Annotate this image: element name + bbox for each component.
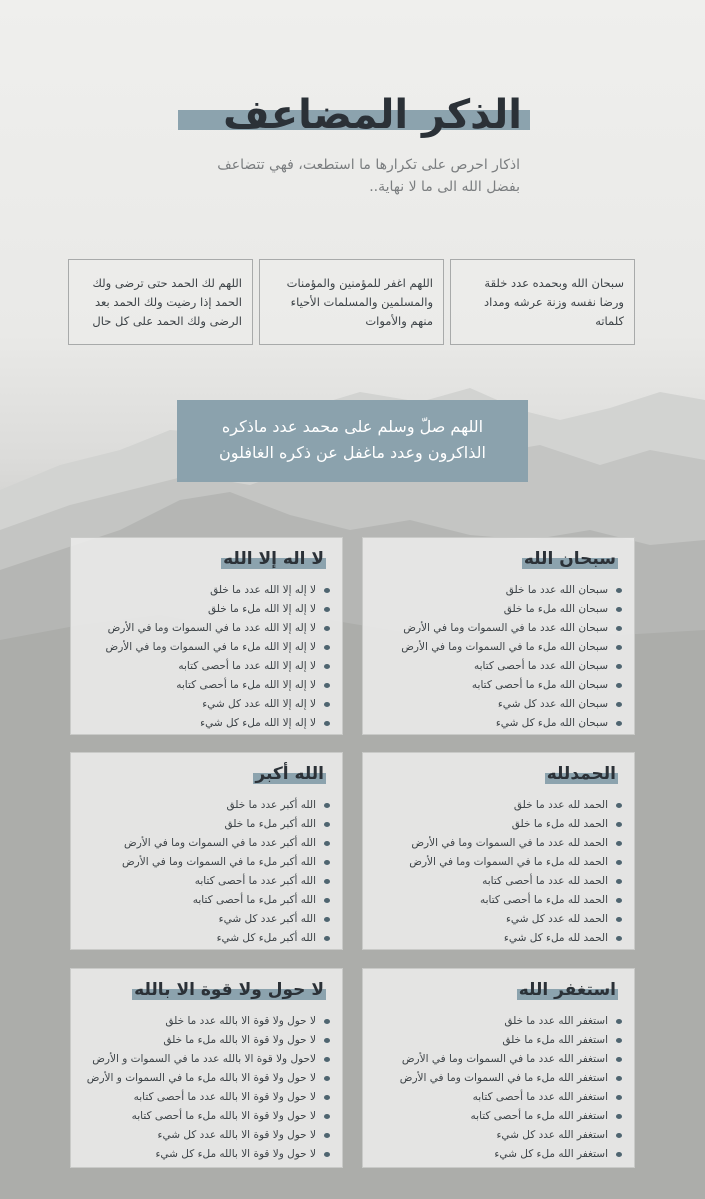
dhikr-text: الحمد لله عدد ما خلق <box>513 799 608 811</box>
dhikr-item <box>77 695 332 714</box>
dhikr-text: الله أكبر ملء كل شيء <box>216 932 316 944</box>
dhikr-item <box>77 872 332 891</box>
bullet-dot-icon <box>324 664 330 669</box>
bullet-dot-icon <box>324 1095 330 1100</box>
dhikr-list <box>369 1012 624 1164</box>
dhikr-text: الحمد لله ملء كل شيء <box>503 932 608 944</box>
bullet-dot-icon <box>616 917 622 922</box>
dhikr-text: لا إله إلا الله عدد ما أحصى كتابه <box>178 660 316 672</box>
dhikr-text: سبحان الله ملء ما خلق <box>503 603 608 615</box>
dhikr-item <box>77 676 332 695</box>
dhikr-item <box>77 1012 332 1031</box>
dhikr-text: الله أكبر عدد ما في السموات وما في الأرض <box>124 837 316 849</box>
bullet-dot-icon <box>616 1076 622 1081</box>
bullet-dot-icon <box>616 1152 622 1157</box>
bullet-dot-icon <box>324 721 330 726</box>
bullet-dot-icon <box>616 645 622 650</box>
dhikr-item <box>369 891 624 910</box>
dhikr-item <box>369 581 624 600</box>
dhikr-item <box>369 853 624 872</box>
card-title: لا اله إلا الله <box>223 549 324 569</box>
bullet-dot-icon <box>324 1057 330 1062</box>
dhikr-item <box>77 1145 332 1164</box>
bullet-dot-icon <box>616 683 622 688</box>
card-allahuakbar <box>70 752 343 950</box>
dua-box-subhan-wa-bihamdih <box>450 259 635 345</box>
dhikr-text: استغفر الله عدد كل شيء <box>496 1129 608 1141</box>
bullet-dot-icon <box>616 588 622 593</box>
dhikr-item <box>369 1012 624 1031</box>
dhikr-text: الله أكبر ملء ما خلق <box>224 818 316 830</box>
bullet-dot-icon <box>324 936 330 941</box>
bullet-dot-icon <box>616 822 622 827</box>
bullet-dot-icon <box>616 879 622 884</box>
bullet-dot-icon <box>616 1133 622 1138</box>
dhikr-item <box>369 910 624 929</box>
dhikr-text: استغفر الله عدد ما في السموات وما في الأرض <box>401 1053 608 1065</box>
bullet-dot-icon <box>616 1019 622 1024</box>
dhikr-text: سبحان الله ملء كل شيء <box>495 717 608 729</box>
bullet-dot-icon <box>616 664 622 669</box>
bullet-dot-icon <box>616 721 622 726</box>
card-title-block <box>253 761 326 787</box>
dhikr-text: لا إله إلا الله ملء ما أحصى كتابه <box>176 679 316 691</box>
dhikr-item <box>369 796 624 815</box>
salawat-line-2: الذاكرون وعدد ماغفل عن ذكره الغافلون <box>219 443 486 462</box>
card-title: لا حول ولا قوة الا بالله <box>134 980 324 1000</box>
dhikr-item <box>77 638 332 657</box>
dhikr-item <box>369 1031 624 1050</box>
bullet-dot-icon <box>324 917 330 922</box>
bullet-dot-icon <box>616 626 622 631</box>
dhikr-item <box>77 834 332 853</box>
dhikr-text: لا إله إلا الله عدد ما خلق <box>210 584 316 596</box>
bullet-dot-icon <box>324 803 330 808</box>
dhikr-item <box>369 695 624 714</box>
dhikr-text: الحمد لله ملء ما في السموات وما في الأرض <box>409 856 608 868</box>
dhikr-text: لا إله إلا الله عدد كل شيء <box>202 698 316 710</box>
bullet-dot-icon <box>324 822 330 827</box>
dua-text: اللهم لك الحمد حتى ترضى ولك الحمد إذا رضيت ولك الحمد بعد الرضى ولك الحمد على كل حال <box>92 276 242 328</box>
dhikr-text: استغفر الله ملء كل شيء <box>494 1148 608 1160</box>
dhikr-item <box>77 581 332 600</box>
dhikr-item <box>77 1126 332 1145</box>
card-title-block <box>522 546 618 572</box>
dhikr-text: لا حول ولا قوة الا بالله ملء ما خلق <box>163 1034 316 1046</box>
dua-text: سبحان الله وبحمده عدد خلقة ورضا نفسه وزنة عرشه ومداد كلماته <box>484 276 624 328</box>
bullet-dot-icon <box>616 702 622 707</box>
bullet-dot-icon <box>324 1114 330 1119</box>
bullet-dot-icon <box>616 936 622 941</box>
bullet-dot-icon <box>324 1019 330 1024</box>
bullet-dot-icon <box>324 683 330 688</box>
bullet-dot-icon <box>324 645 330 650</box>
dhikr-item <box>77 1107 332 1126</box>
dhikr-text: الحمد لله عدد ما أحصى كتابه <box>482 875 608 887</box>
dhikr-text: سبحان الله عدد ما في السموات وما في الأرض <box>403 622 608 634</box>
bullet-dot-icon <box>324 1076 330 1081</box>
dhikr-item <box>369 714 624 733</box>
dhikr-text: الحمد لله ملء ما خلق <box>511 818 608 830</box>
card-title-block <box>221 546 326 572</box>
bullet-dot-icon <box>616 607 622 612</box>
card-title-block <box>517 977 618 1003</box>
dhikr-item <box>369 929 624 948</box>
dhikr-item <box>369 872 624 891</box>
dhikr-text: استغفر الله عدد ما أحصى كتابه <box>472 1091 608 1103</box>
bullet-dot-icon <box>324 879 330 884</box>
dhikr-text: استغفر الله ملء ما خلق <box>502 1034 608 1046</box>
dhikr-text: الله أكبر ملء ما في السموات وما في الأرض <box>121 856 316 868</box>
bullet-dot-icon <box>616 898 622 903</box>
bullet-dot-icon <box>324 1038 330 1043</box>
dhikr-text: لا إله إلا الله ملء كل شيء <box>200 717 316 729</box>
salawat-line-1: اللهم صلّ وسلم على محمد عدد ماذكره <box>221 417 484 436</box>
bullet-dot-icon <box>324 1152 330 1157</box>
dhikr-text: لا إله إلا الله عدد ما في السموات وما في الأرض <box>107 622 316 634</box>
bullet-dot-icon <box>324 626 330 631</box>
dhikr-item <box>77 910 332 929</box>
dhikr-text: لا حول ولا قوة الا بالله عدد كل شيء <box>157 1129 316 1141</box>
bullet-dot-icon <box>616 1038 622 1043</box>
card-title-block <box>132 977 326 1003</box>
dhikr-text: لا حول ولا قوة الا بالله ملء ما أحصى كتابه <box>131 1110 316 1122</box>
dhikr-item <box>369 676 624 695</box>
dhikr-item <box>369 638 624 657</box>
card-title: الله أكبر <box>255 764 324 784</box>
bullet-dot-icon <box>616 1095 622 1100</box>
dhikr-item <box>369 815 624 834</box>
dhikr-list <box>369 581 624 733</box>
dhikr-text: استغفر الله ملء ما في السموات وما في الأرض <box>399 1072 608 1084</box>
dhikr-list <box>77 1012 332 1164</box>
dhikr-item <box>77 600 332 619</box>
dhikr-item <box>77 619 332 638</box>
dhikr-text: لا حول ولا قوة الا بالله عدد ما أحصى كتابه <box>133 1091 316 1103</box>
dhikr-item <box>77 929 332 948</box>
dhikr-item <box>369 1050 624 1069</box>
page-title: الذكر المضاعف <box>223 92 522 138</box>
card-title: الحمدلله <box>546 764 616 784</box>
dhikr-item <box>369 600 624 619</box>
dhikr-text: الحمد لله عدد كل شيء <box>505 913 608 925</box>
subtitle-line-1: اذكار احرص على تكرارها ما استطعت، فهي تتضاعف <box>217 157 520 173</box>
dhikr-text: سبحان الله عدد ما أحصى كتابه <box>473 660 608 672</box>
dhikr-item <box>77 1088 332 1107</box>
card-tahlil <box>70 537 343 735</box>
dhikr-item <box>77 1050 332 1069</box>
subtitle <box>175 154 520 198</box>
dhikr-text: سبحان الله عدد كل شيء <box>497 698 608 710</box>
dhikr-item <box>369 1107 624 1126</box>
dhikr-text: لا إله إلا الله ملء ما خلق <box>208 603 316 615</box>
card-alhamdulillah <box>362 752 635 950</box>
dhikr-text: استغفر الله ملء ما أحصى كتابه <box>470 1110 608 1122</box>
card-title-block <box>545 761 618 787</box>
bullet-dot-icon <box>324 841 330 846</box>
dhikr-item <box>77 714 332 733</box>
dhikr-text: الحمد لله عدد ما في السموات وما في الأرض <box>411 837 608 849</box>
bullet-dot-icon <box>324 702 330 707</box>
dhikr-item <box>77 815 332 834</box>
dhikr-item <box>77 891 332 910</box>
dhikr-item <box>369 1126 624 1145</box>
bullet-dot-icon <box>324 588 330 593</box>
dhikr-item <box>369 657 624 676</box>
dhikr-text: الله أكبر عدد كل شيء <box>218 913 316 925</box>
dua-box-alhamd <box>68 259 253 345</box>
bullet-dot-icon <box>616 860 622 865</box>
dua-text: اللهم اغفر للمؤمنين والمؤمنات والمسلمين والمسلمات الأحياء منهم والأموات <box>286 276 433 328</box>
subtitle-line-2: بفضل الله الى ما لا نهاية.. <box>369 179 520 195</box>
dhikr-text: الله أكبر ملء ما أحصى كتابه <box>192 894 316 906</box>
dhikr-list <box>77 796 332 948</box>
bullet-dot-icon <box>616 803 622 808</box>
dhikr-item <box>77 657 332 676</box>
bullet-dot-icon <box>616 841 622 846</box>
dhikr-item <box>369 1145 624 1164</box>
dhikr-text: لاحول ولا قوة الا بالله عدد ما في السموات و الأرض <box>92 1053 316 1065</box>
bullet-dot-icon <box>324 1133 330 1138</box>
card-hawqala <box>70 968 343 1168</box>
bullet-dot-icon <box>324 860 330 865</box>
dhikr-text: لا حول ولا قوة الا بالله ملء كل شيء <box>155 1148 316 1160</box>
dhikr-text: سبحان الله عدد ما خلق <box>505 584 608 596</box>
title-block <box>175 88 530 143</box>
dua-box-istighfar-muminin <box>259 259 444 345</box>
dhikr-item <box>77 796 332 815</box>
dhikr-item <box>369 1069 624 1088</box>
card-title: استغفر الله <box>518 980 616 1000</box>
dhikr-text: الله أكبر عدد ما أحصى كتابه <box>194 875 316 887</box>
card-title: سبحان الله <box>523 549 616 569</box>
card-subhanallah <box>362 537 635 735</box>
dhikr-item <box>369 1088 624 1107</box>
dhikr-item <box>77 1031 332 1050</box>
dhikr-text: الحمد لله ملء ما أحصى كتابه <box>480 894 608 906</box>
bullet-dot-icon <box>616 1057 622 1062</box>
dhikr-text: استغفر الله عدد ما خلق <box>504 1015 608 1027</box>
card-istighfar <box>362 968 635 1168</box>
dhikr-text: لا حول ولا قوة الا بالله ملء ما في السموات و الأرض <box>86 1072 316 1084</box>
dhikr-item <box>369 619 624 638</box>
bullet-dot-icon <box>616 1114 622 1119</box>
dhikr-text: لا حول ولا قوة الا بالله عدد ما خلق <box>165 1015 316 1027</box>
dhikr-list <box>77 581 332 733</box>
dhikr-text: سبحان الله ملء ما في السموات وما في الأرض <box>401 641 608 653</box>
bullet-dot-icon <box>324 898 330 903</box>
dhikr-item <box>77 1069 332 1088</box>
dhikr-list <box>369 796 624 948</box>
salawat-banner <box>177 400 528 482</box>
dhikr-text: لا إله إلا الله ملء ما في السموات وما في الأرض <box>105 641 316 653</box>
dhikr-item <box>77 853 332 872</box>
dhikr-text: الله أكبر عدد ما خلق <box>226 799 316 811</box>
dhikr-text: سبحان الله ملء ما أحصى كتابه <box>471 679 608 691</box>
dhikr-item <box>369 834 624 853</box>
bullet-dot-icon <box>324 607 330 612</box>
